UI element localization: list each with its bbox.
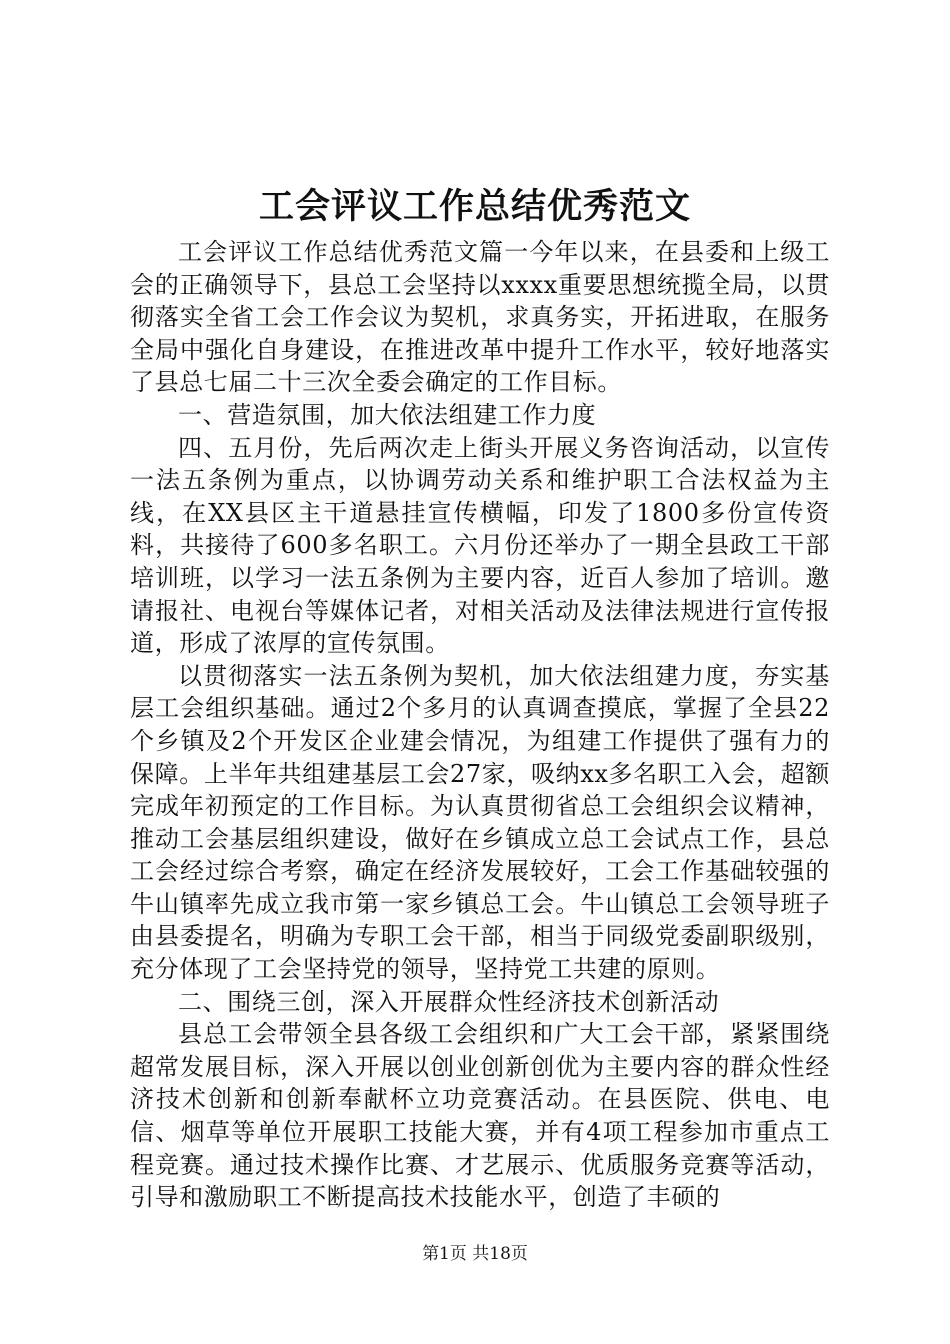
document-title: 工会评议工作总结优秀范文 bbox=[258, 186, 691, 227]
paragraph-intro: 工会评议工作总结优秀范文篇一今年以来，在县委和上级工会的正确领导下，县总工会坚持以xxxx重要思想统揽全局，以贯彻落实全省工会工作会议为契机，求真务实，开拓进取，在服务全局中强化自身建设，在推进改革中提升工作水平，较好地落实了县总七届二十三次全委会确定的工作目标。 bbox=[130, 238, 830, 397]
document-body bbox=[130, 236, 830, 1214]
paragraph-innovation: 县总工会带领全县各级工会组织和广大工会干部，紧紧围绕超常发展目标，深入开展以创业创新创优为主要内容的群众性经济技术创新和创新奉献杯立功竞赛活动。在县医院、供电、电信、烟草等单位开展职工技能大赛，并有4项工程参加市重点工程竞赛。通过技术操作比赛、才艺展示、优质服务竞赛等活动，引导和激励职工不断提高技术技能水平，创造了丰硕的 bbox=[130, 1020, 830, 1212]
page-footer: 第1页 共18页 bbox=[422, 1244, 528, 1264]
section-heading-2: 二、围绕三创，深入开展群众性经济技术创新活动 bbox=[178, 987, 720, 1016]
section-heading-1: 一、营造氛围，加大依法组建工作力度 bbox=[178, 400, 597, 429]
paragraph-publicity: 四、五月份，先后两次走上街头开展义务咨询活动，以宣传一法五条例为重点，以协调劳动关系和维护职工合法权益为主线，在XX县区主干道悬挂宣传横幅，印发了1800多份宣传资料，共接待了600多名职工。六月份还举办了一期全县政工干部培训班，以学习一法五条例为主要内容，近百人参加了培训。邀请报社、电视台等媒体记者，对相关活动及法律法规进行宣传报道，形成了浓厚的宣传氛围。 bbox=[130, 433, 830, 658]
paragraph-organization: 以贯彻落实一法五条例为契机，加大依法组建力度，夯实基层工会组织基础。通过2个多月的认真调查摸底，掌握了全县22个乡镇及2个开发区企业建会情况，为组建工作提供了强有力的保障。上半年共组建基层工会27家，吸纳xx多名职工入会，超额完成年初预定的工作目标。为认真贯彻省总工会组织会议精神，推动工会基层组织建设，做好在乡镇成立总工会试点工作，县总工会经过综合考察，确定在经济发展较好，工会工作基础较强的牛山镇率先成立我市第一家乡镇总工会。牛山镇总工会领导班子由县委提名，明确为专职工会干部，相当于同级党委副职级别，充分体现了工会坚持党的领导，坚持党工共建的原则。 bbox=[130, 661, 830, 984]
